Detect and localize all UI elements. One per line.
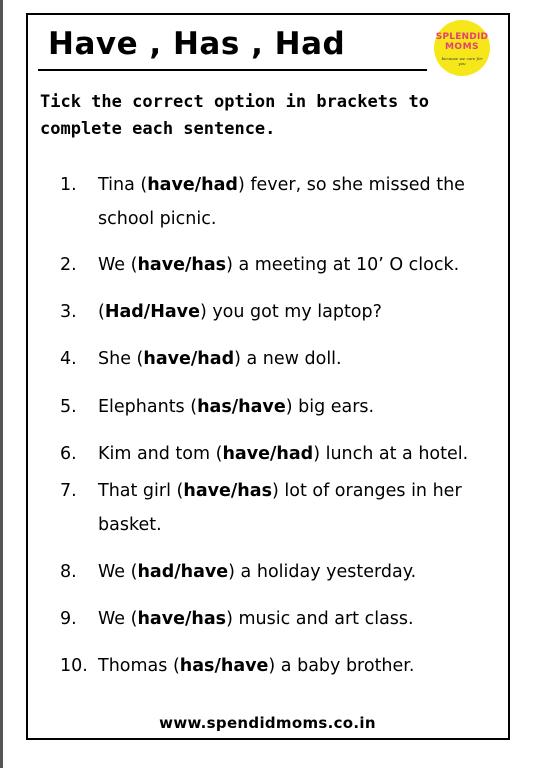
item-number: 3. bbox=[60, 302, 77, 322]
item-options: have/has bbox=[137, 255, 227, 275]
item-options: have/had bbox=[143, 349, 235, 369]
item-options: has/have bbox=[179, 656, 269, 676]
item-number: 10. bbox=[60, 656, 88, 676]
item-number: 1. bbox=[60, 175, 77, 195]
item-options: Had/Have bbox=[104, 302, 200, 322]
footer-url[interactable]: www.spendidmoms.co.in bbox=[159, 714, 376, 732]
item-sentence: We (have/has) music and art class. bbox=[98, 609, 414, 629]
page-edge-line bbox=[0, 0, 3, 768]
item-sentence: We (had/have) a holiday yesterday. bbox=[98, 562, 417, 582]
item-number: 6. bbox=[60, 444, 77, 464]
item-options: have/had bbox=[222, 444, 314, 464]
item-options: has/have bbox=[197, 397, 286, 417]
item-sentence: Thomas (has/have) a baby brother. bbox=[98, 656, 415, 676]
item-options: have/has bbox=[137, 609, 227, 629]
item-sentence: Kim and tom (have/had) lunch at a hotel. bbox=[98, 444, 469, 464]
item-sentence: She (have/had) a new doll. bbox=[98, 349, 342, 369]
item-sentence: Tina (have/had) fever, so she missed the school picnic. bbox=[98, 175, 465, 229]
item-options: have/has bbox=[183, 481, 272, 501]
item-number: 5. bbox=[60, 397, 77, 417]
instruction-text: Tick the correct option in brackets to complete each sentence. bbox=[40, 92, 429, 139]
logo-tagline: because we care for you bbox=[441, 56, 483, 66]
logo-line1: SPLENDID bbox=[435, 32, 489, 42]
item-sentence: That girl (have/has) lot of oranges in her basket. bbox=[98, 481, 462, 535]
item-sentence: (Had/Have) you got my laptop? bbox=[98, 302, 382, 322]
item-options: have/had bbox=[147, 175, 238, 195]
page-title: Have , Has , Had bbox=[48, 26, 346, 62]
splendid-moms-logo bbox=[430, 20, 494, 78]
item-options: had/have bbox=[137, 562, 229, 582]
item-number: 9. bbox=[60, 609, 77, 629]
item-sentence: We (have/has) a meeting at 10’ O clock. bbox=[98, 255, 460, 275]
item-number: 8. bbox=[60, 562, 77, 582]
logo-line2: MOMS bbox=[444, 42, 480, 52]
item-sentence: Elephants (has/have) big ears. bbox=[98, 397, 375, 417]
item-number: 7. bbox=[60, 481, 77, 501]
item-number: 4. bbox=[60, 349, 77, 369]
item-number: 2. bbox=[60, 255, 77, 275]
title-underline bbox=[38, 69, 427, 71]
